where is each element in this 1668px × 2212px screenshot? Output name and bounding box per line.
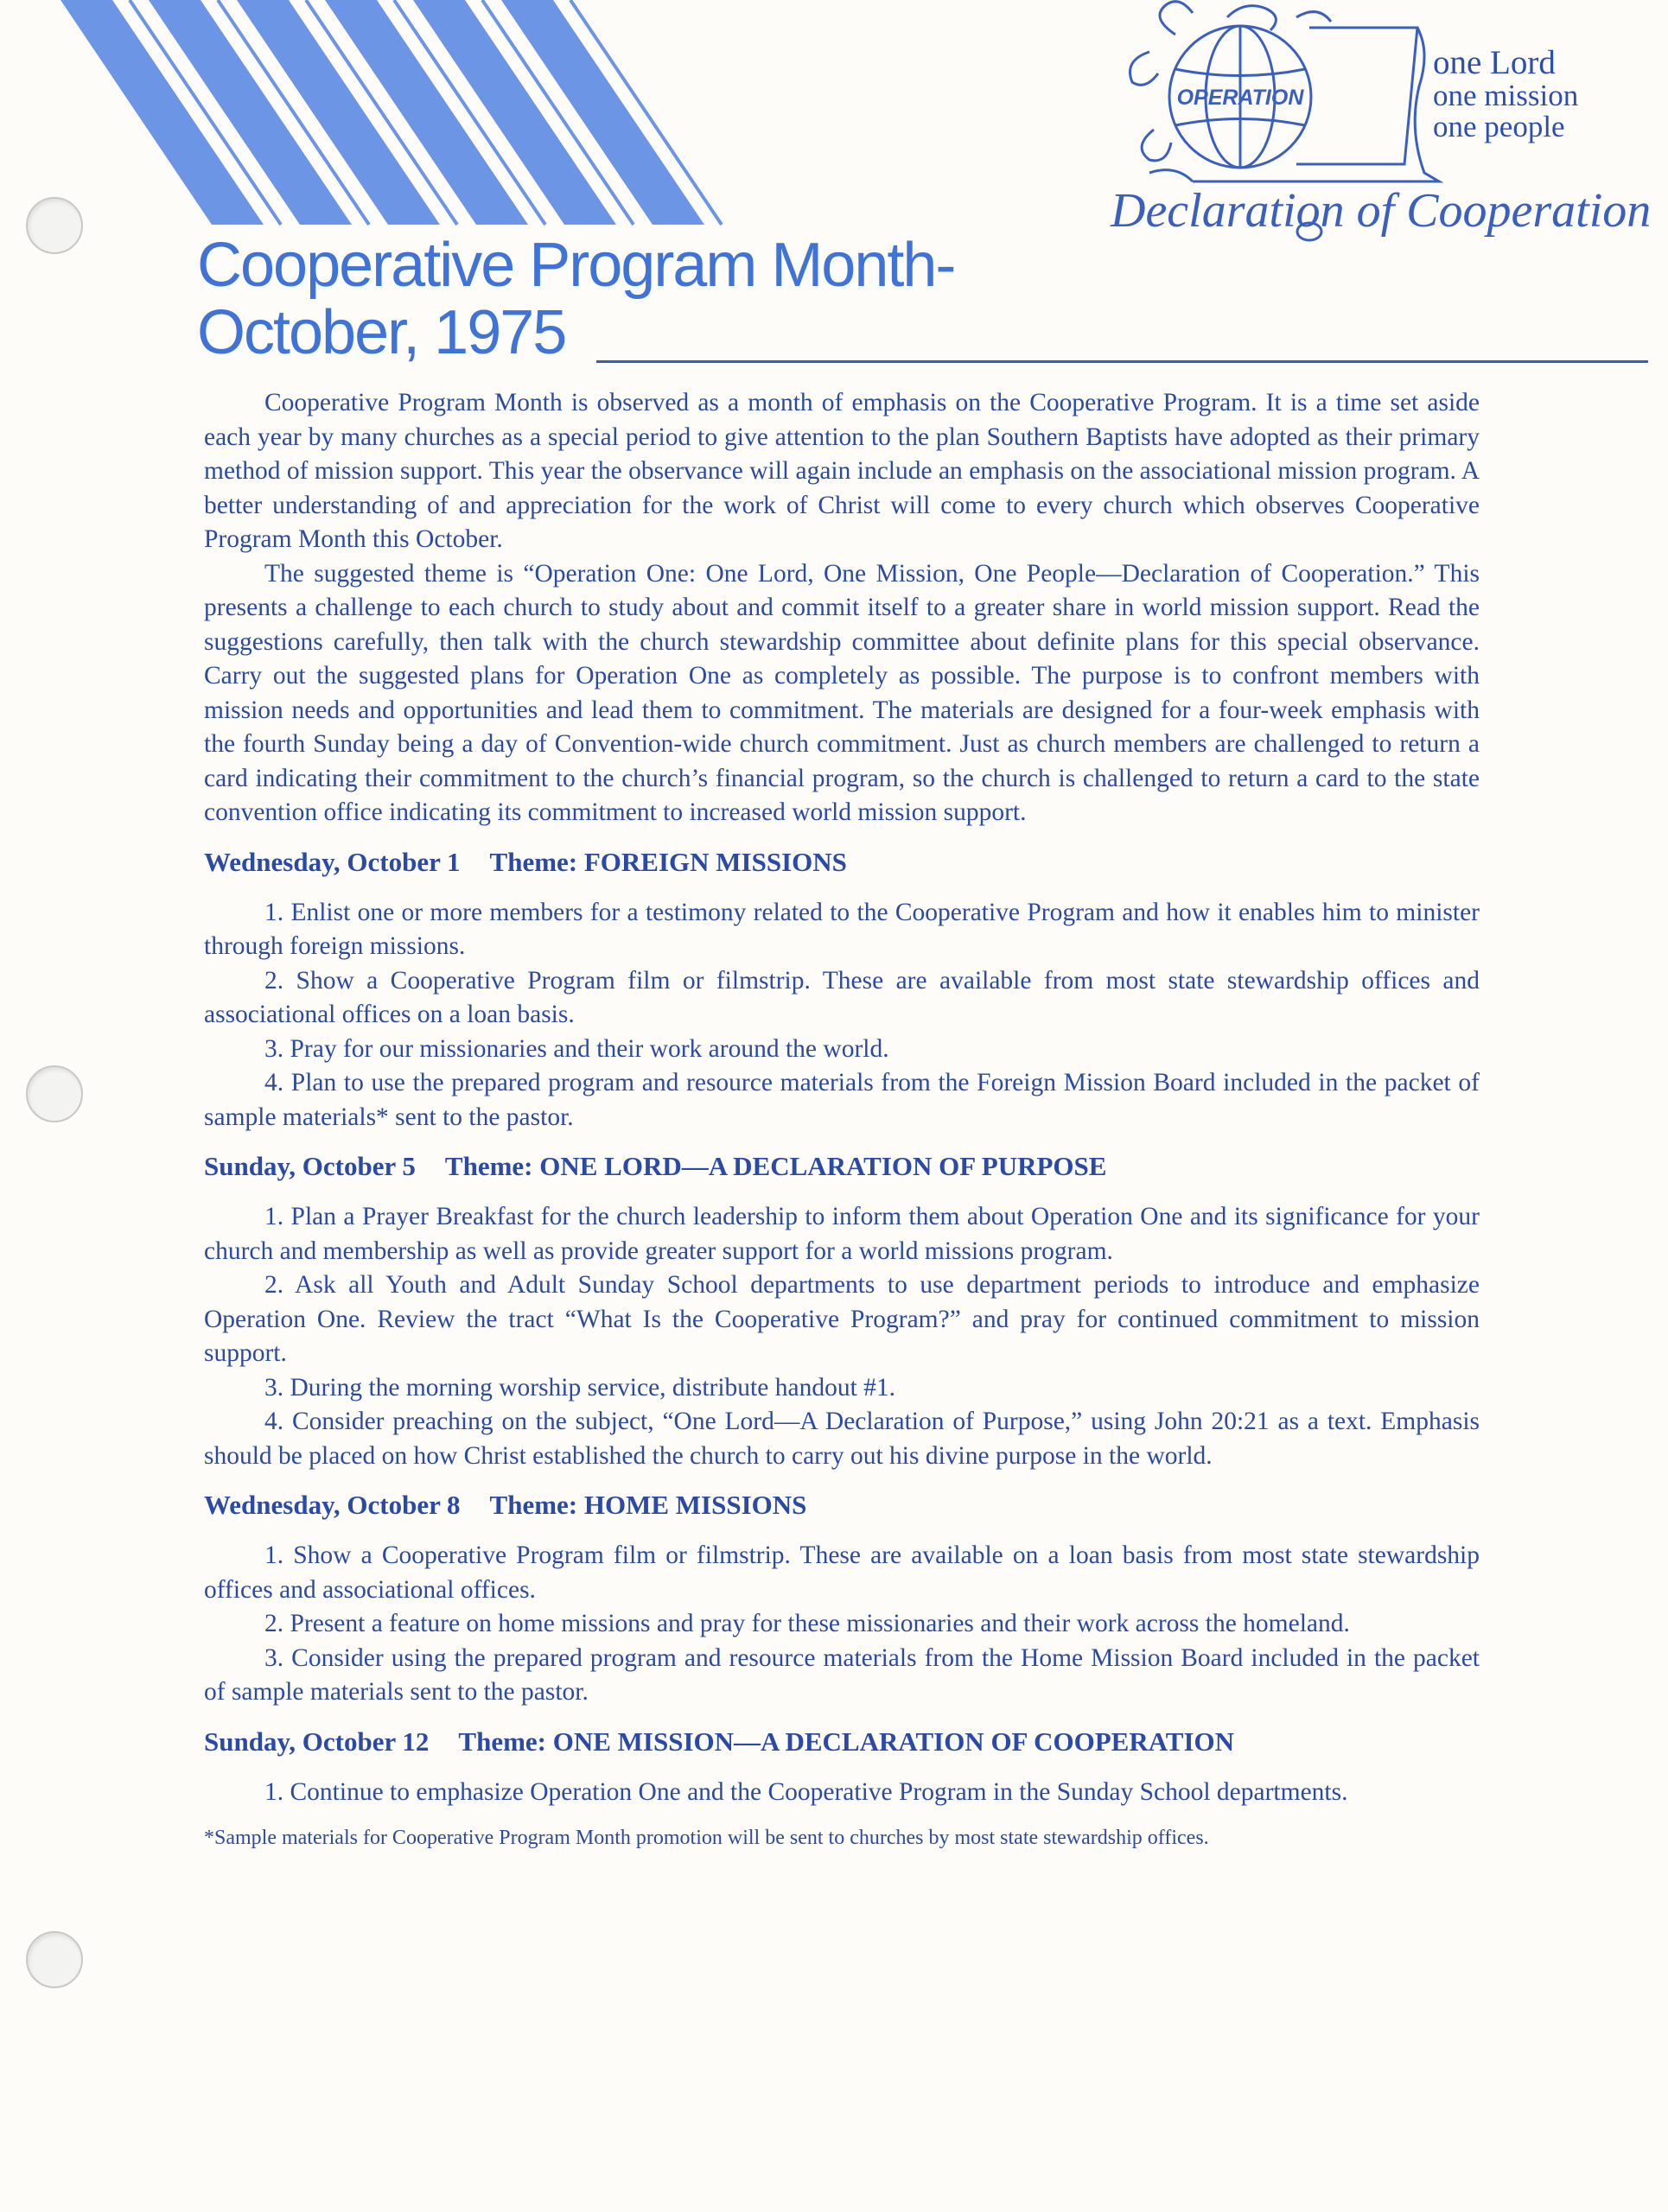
section-heading	[204, 845, 1480, 880]
list-item: 2. Ask all Youth and Adult Sunday School departments to use department periods to introduce and emphasize Operation One. Review the tract “What Is the Cooperative Program?” and pray for continued commitment to mission support.	[204, 1271, 1480, 1367]
section-date: Wednesday, October 8	[204, 1490, 461, 1520]
intro-paragraph: Cooperative Program Month is observed as a month of emphasis on the Cooperative Program. It is a time set aside each year by many churches as a special period to give attention to the plan Southern Baptists have adopted as their primary method of mission support. This year the observance will again include an emphasis on the associational mission program. A better understanding of and appreciation for the work of Christ will come to every church which observes Cooperative Program Month this October.	[204, 389, 1480, 553]
list-item: 4. Consider preaching on the subject, “One Lord—A Declaration of Purpose,” using John 20:21 as a text. Emphasis should be placed on how Christ established the church to carry out his divine purpose in the world.	[204, 1408, 1480, 1470]
list-item: 1. Plan a Prayer Breakfast for the church leadership to inform them about Operation One and its significance for your church and membership as well as provide greater support for a world missions program.	[204, 1203, 1480, 1265]
title-rule	[596, 360, 1648, 363]
page-title	[197, 232, 954, 366]
section-heading	[204, 1149, 1480, 1184]
section-date: Sunday, October 12	[204, 1726, 430, 1757]
document-body	[204, 386, 1480, 1850]
globe-label: OPERATION	[1176, 86, 1304, 110]
binder-hole	[26, 1931, 83, 1988]
section-theme: Theme: ONE MISSION—A DECLARATION OF COOPERATION	[458, 1726, 1235, 1757]
title-line-2: October, 1975	[197, 298, 566, 367]
list-item: 3. Pray for our missionaries and their work around the world.	[264, 1034, 889, 1063]
motto-line-3: one people	[1433, 110, 1565, 143]
list-item: 3. Consider using the prepared program and resource materials from the Home Mission Board included in the packet of sample materials sent to the pastor.	[204, 1643, 1480, 1706]
declaration-script: Declaration of Cooperation	[1111, 184, 1651, 238]
list-item: 1. Continue to emphasize Operation One and the Cooperative Program in the Sunday School departments.	[264, 1777, 1348, 1806]
operation-one-logo	[1098, 0, 1651, 268]
section-theme: Theme: FOREIGN MISSIONS	[489, 846, 847, 877]
list-item: 4. Plan to use the prepared program and resource materials from the Foreign Mission Board included in the packet of sample materials* sent to the pastor.	[204, 1069, 1480, 1131]
section-theme: Theme: ONE LORD—A DECLARATION OF PURPOSE	[444, 1151, 1107, 1181]
binder-hole	[26, 197, 83, 254]
motto-line-2: one mission	[1433, 79, 1579, 112]
binder-hole	[26, 1065, 83, 1122]
motto-line-1: one Lord	[1433, 44, 1556, 81]
list-item: 1. Show a Cooperative Program film or filmstrip. These are available on a loan basis from most state stewardship offices and associational offices.	[204, 1541, 1480, 1604]
section-heading	[204, 1725, 1480, 1759]
list-item: 3. During the morning worship service, distribute handout #1.	[264, 1373, 896, 1402]
section-heading	[204, 1488, 1480, 1522]
list-item: 2. Present a feature on home missions and pray for these missionaries and their work across the homeland.	[264, 1610, 1350, 1637]
list-item: 2. Show a Cooperative Program film or filmstrip. These are available from most state stewardship offices and associational offices on a loan basis.	[204, 966, 1480, 1028]
intro-paragraph: The suggested theme is “Operation One: One Lord, One Mission, One People—Declaration of Cooperation.” This presents a challenge to each church to study about and commit itself to a greater share in world mission support. Read the suggestions carefully, then talk with the church stewardship committee about definite plans for this special observance. Carry out the suggested plans for Operation One as completely as possible. The purpose is to confront members with mission needs and opportunities and lead them to commitment. The materials are designed for a four-week emphasis with the fourth Sunday being a day of Convention-wide church commitment. Just as church members are challenged to return a card indicating their commitment to the church’s financial program, so the church is challenged to return a card to the state convention office indicating its commitment to increased world mission support.	[204, 559, 1480, 826]
footnote: *Sample materials for Cooperative Program Month promotion will be sent to churches by most state stewardship offices.	[204, 1827, 1209, 1849]
list-item: 1. Enlist one or more members for a testimony related to the Cooperative Program and how it enables him to minister through foreign missions.	[204, 898, 1480, 960]
section-date: Wednesday, October 1	[204, 846, 461, 877]
section-date: Sunday, October 5	[204, 1151, 416, 1181]
diagonal-stripes-graphic	[0, 0, 743, 233]
section-theme: Theme: HOME MISSIONS	[489, 1490, 807, 1520]
title-line-1: Cooperative Program Month-	[197, 231, 955, 300]
